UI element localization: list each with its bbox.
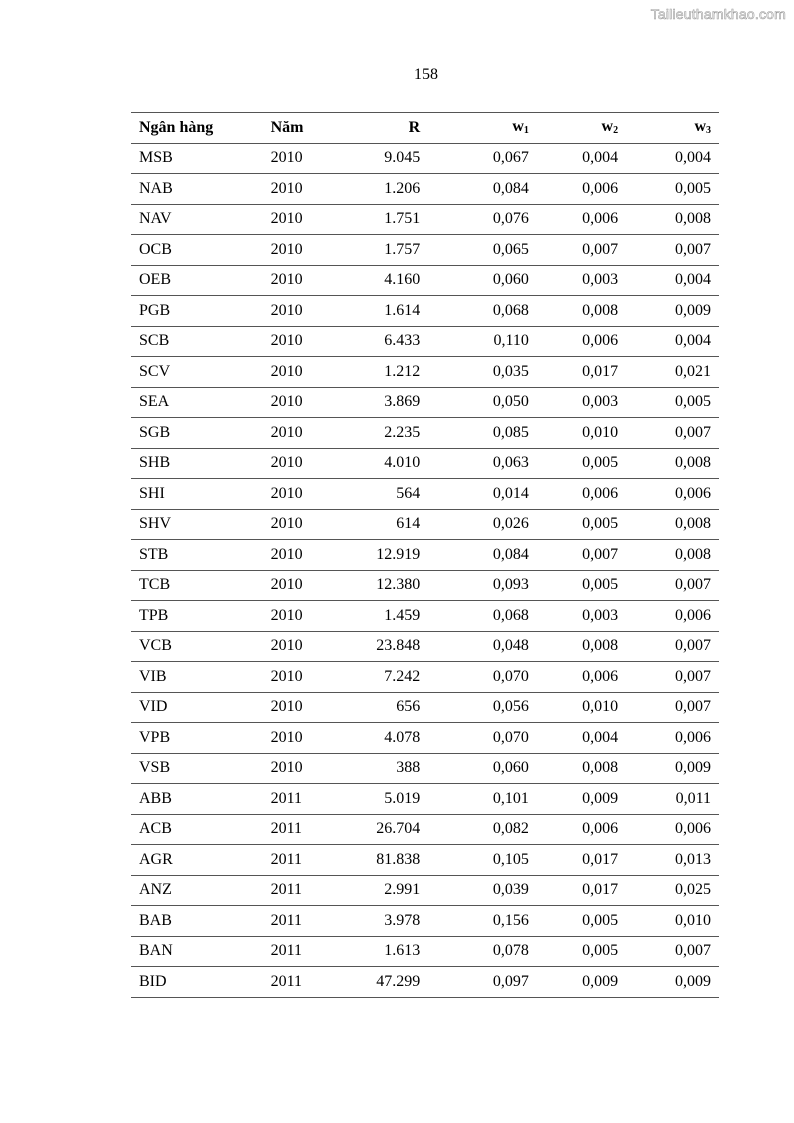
cell-r: 26.704 xyxy=(326,814,429,845)
cell-bank: STB xyxy=(131,540,255,571)
cell-w2: 0,017 xyxy=(537,875,626,906)
cell-year: 2010 xyxy=(255,631,326,662)
column-header-r: R xyxy=(326,113,429,144)
cell-r: 388 xyxy=(326,753,429,784)
cell-w3: 0,007 xyxy=(626,662,719,693)
cell-w1: 0,050 xyxy=(428,387,537,418)
cell-w1: 0,063 xyxy=(428,448,537,479)
cell-year: 2010 xyxy=(255,174,326,205)
cell-w3: 0,007 xyxy=(626,631,719,662)
column-header-w2-subscript: 2 xyxy=(613,125,619,137)
cell-bank: NAB xyxy=(131,174,255,205)
cell-r: 614 xyxy=(326,509,429,540)
cell-year: 2010 xyxy=(255,723,326,754)
cell-year: 2010 xyxy=(255,448,326,479)
cell-r: 5.019 xyxy=(326,784,429,815)
cell-r: 2.991 xyxy=(326,875,429,906)
cell-w3: 0,005 xyxy=(626,387,719,418)
cell-r: 23.848 xyxy=(326,631,429,662)
cell-year: 2011 xyxy=(255,814,326,845)
table-row xyxy=(131,509,719,540)
column-header-w1-base: w xyxy=(512,118,524,136)
cell-w2: 0,006 xyxy=(537,662,626,693)
cell-w3: 0,008 xyxy=(626,204,719,235)
cell-w2: 0,005 xyxy=(537,570,626,601)
cell-w1: 0,084 xyxy=(428,540,537,571)
cell-r: 2.235 xyxy=(326,418,429,449)
cell-w1: 0,097 xyxy=(428,967,537,998)
cell-year: 2010 xyxy=(255,479,326,510)
cell-bank: VCB xyxy=(131,631,255,662)
cell-year: 2010 xyxy=(255,326,326,357)
table-row xyxy=(131,204,719,235)
cell-year: 2010 xyxy=(255,418,326,449)
cell-w3: 0,007 xyxy=(626,692,719,723)
cell-w3: 0,006 xyxy=(626,479,719,510)
cell-w2: 0,008 xyxy=(537,631,626,662)
cell-year: 2010 xyxy=(255,296,326,327)
table-row xyxy=(131,845,719,876)
cell-year: 2011 xyxy=(255,784,326,815)
column-header-w2 xyxy=(537,113,626,144)
table-row xyxy=(131,387,719,418)
cell-w1: 0,084 xyxy=(428,174,537,205)
cell-w1: 0,035 xyxy=(428,357,537,388)
cell-w2: 0,017 xyxy=(537,845,626,876)
cell-bank: SGB xyxy=(131,418,255,449)
cell-w3: 0,010 xyxy=(626,906,719,937)
column-header-bank: Ngân hàng xyxy=(131,113,255,144)
cell-r: 1.206 xyxy=(326,174,429,205)
cell-bank: TPB xyxy=(131,601,255,632)
table-row xyxy=(131,662,719,693)
cell-w3: 0,005 xyxy=(626,174,719,205)
cell-year: 2010 xyxy=(255,357,326,388)
cell-r: 81.838 xyxy=(326,845,429,876)
cell-w1: 0,082 xyxy=(428,814,537,845)
cell-w2: 0,009 xyxy=(537,784,626,815)
cell-w2: 0,003 xyxy=(537,387,626,418)
table-row xyxy=(131,784,719,815)
cell-w3: 0,004 xyxy=(626,265,719,296)
cell-year: 2010 xyxy=(255,692,326,723)
cell-r: 1.613 xyxy=(326,936,429,967)
cell-w1: 0,105 xyxy=(428,845,537,876)
cell-bank: SHV xyxy=(131,509,255,540)
cell-w1: 0,068 xyxy=(428,601,537,632)
column-header-w1-subscript: 1 xyxy=(523,125,529,137)
cell-year: 2011 xyxy=(255,845,326,876)
table-row xyxy=(131,296,719,327)
cell-r: 9.045 xyxy=(326,143,429,174)
column-header-w1 xyxy=(428,113,537,144)
page-number: 158 xyxy=(414,66,438,83)
cell-bank: PGB xyxy=(131,296,255,327)
table-row xyxy=(131,723,719,754)
cell-w2: 0,006 xyxy=(537,174,626,205)
cell-r: 564 xyxy=(326,479,429,510)
table-body xyxy=(131,143,719,997)
cell-w2: 0,003 xyxy=(537,265,626,296)
cell-bank: VIB xyxy=(131,662,255,693)
cell-r: 4.078 xyxy=(326,723,429,754)
table-row xyxy=(131,936,719,967)
cell-w3: 0,009 xyxy=(626,753,719,784)
cell-bank: OEB xyxy=(131,265,255,296)
cell-w3: 0,009 xyxy=(626,967,719,998)
cell-w3: 0,008 xyxy=(626,540,719,571)
bank-data-table xyxy=(131,112,719,998)
cell-w1: 0,068 xyxy=(428,296,537,327)
cell-w3: 0,025 xyxy=(626,875,719,906)
cell-w2: 0,005 xyxy=(537,509,626,540)
cell-year: 2011 xyxy=(255,936,326,967)
cell-w1: 0,067 xyxy=(428,143,537,174)
cell-w1: 0,056 xyxy=(428,692,537,723)
cell-w1: 0,014 xyxy=(428,479,537,510)
cell-r: 656 xyxy=(326,692,429,723)
cell-r: 3.869 xyxy=(326,387,429,418)
column-header-year: Năm xyxy=(255,113,326,144)
table-row xyxy=(131,174,719,205)
cell-w3: 0,007 xyxy=(626,570,719,601)
cell-bank: VSB xyxy=(131,753,255,784)
cell-year: 2010 xyxy=(255,662,326,693)
cell-bank: SEA xyxy=(131,387,255,418)
cell-w2: 0,017 xyxy=(537,357,626,388)
table-row xyxy=(131,967,719,998)
cell-w2: 0,010 xyxy=(537,692,626,723)
table-row xyxy=(131,692,719,723)
cell-w2: 0,007 xyxy=(537,540,626,571)
cell-w2: 0,004 xyxy=(537,723,626,754)
cell-w2: 0,003 xyxy=(537,601,626,632)
cell-r: 1.751 xyxy=(326,204,429,235)
table-row xyxy=(131,265,719,296)
cell-bank: SHB xyxy=(131,448,255,479)
cell-w1: 0,076 xyxy=(428,204,537,235)
cell-w2: 0,006 xyxy=(537,814,626,845)
table-row xyxy=(131,448,719,479)
cell-year: 2011 xyxy=(255,906,326,937)
cell-year: 2010 xyxy=(255,509,326,540)
cell-bank: OCB xyxy=(131,235,255,266)
table-row xyxy=(131,357,719,388)
cell-w2: 0,004 xyxy=(537,143,626,174)
cell-r: 1.614 xyxy=(326,296,429,327)
cell-bank: SHI xyxy=(131,479,255,510)
cell-w1: 0,093 xyxy=(428,570,537,601)
cell-w1: 0,065 xyxy=(428,235,537,266)
cell-w3: 0,021 xyxy=(626,357,719,388)
cell-bank: VPB xyxy=(131,723,255,754)
cell-year: 2010 xyxy=(255,265,326,296)
cell-w3: 0,009 xyxy=(626,296,719,327)
cell-bank: VID xyxy=(131,692,255,723)
cell-w1: 0,110 xyxy=(428,326,537,357)
cell-bank: BAN xyxy=(131,936,255,967)
cell-w2: 0,009 xyxy=(537,967,626,998)
cell-year: 2010 xyxy=(255,753,326,784)
cell-r: 1.757 xyxy=(326,235,429,266)
cell-year: 2010 xyxy=(255,387,326,418)
cell-r: 47.299 xyxy=(326,967,429,998)
cell-w3: 0,004 xyxy=(626,326,719,357)
cell-r: 4.010 xyxy=(326,448,429,479)
table-row xyxy=(131,326,719,357)
cell-w1: 0,085 xyxy=(428,418,537,449)
cell-w3: 0,007 xyxy=(626,235,719,266)
cell-w3: 0,008 xyxy=(626,509,719,540)
cell-year: 2011 xyxy=(255,875,326,906)
cell-bank: ACB xyxy=(131,814,255,845)
cell-w1: 0,060 xyxy=(428,265,537,296)
cell-w1: 0,060 xyxy=(428,753,537,784)
cell-year: 2010 xyxy=(255,540,326,571)
cell-year: 2010 xyxy=(255,235,326,266)
table-row xyxy=(131,814,719,845)
table-row xyxy=(131,570,719,601)
cell-w2: 0,005 xyxy=(537,906,626,937)
cell-bank: ABB xyxy=(131,784,255,815)
cell-bank: SCV xyxy=(131,357,255,388)
cell-w3: 0,007 xyxy=(626,936,719,967)
header-row xyxy=(131,113,719,144)
table-row xyxy=(131,906,719,937)
cell-w1: 0,101 xyxy=(428,784,537,815)
cell-year: 2010 xyxy=(255,204,326,235)
table-row xyxy=(131,235,719,266)
cell-bank: BID xyxy=(131,967,255,998)
cell-w2: 0,006 xyxy=(537,204,626,235)
cell-w2: 0,006 xyxy=(537,479,626,510)
cell-year: 2010 xyxy=(255,570,326,601)
cell-w1: 0,039 xyxy=(428,875,537,906)
table-row xyxy=(131,631,719,662)
column-header-w2-base: w xyxy=(601,118,614,136)
watermark-text: Tailieuthamkhao.com xyxy=(650,6,786,22)
cell-bank: MSB xyxy=(131,143,255,174)
cell-w2: 0,008 xyxy=(537,296,626,327)
cell-w3: 0,004 xyxy=(626,143,719,174)
cell-w1: 0,026 xyxy=(428,509,537,540)
cell-r: 6.433 xyxy=(326,326,429,357)
cell-w3: 0,013 xyxy=(626,845,719,876)
column-header-w3-base: w xyxy=(694,118,706,136)
cell-r: 12.919 xyxy=(326,540,429,571)
cell-r: 1.459 xyxy=(326,601,429,632)
cell-w1: 0,070 xyxy=(428,662,537,693)
table-header xyxy=(131,113,719,144)
cell-year: 2010 xyxy=(255,601,326,632)
cell-w1: 0,078 xyxy=(428,936,537,967)
cell-bank: BAB xyxy=(131,906,255,937)
cell-bank: AGR xyxy=(131,845,255,876)
cell-w2: 0,008 xyxy=(537,753,626,784)
cell-w2: 0,006 xyxy=(537,326,626,357)
column-header-w3-subscript: 3 xyxy=(706,125,711,137)
cell-w1: 0,156 xyxy=(428,906,537,937)
cell-bank: ANZ xyxy=(131,875,255,906)
cell-w3: 0,006 xyxy=(626,723,719,754)
cell-r: 12.380 xyxy=(326,570,429,601)
cell-r: 7.242 xyxy=(326,662,429,693)
cell-r: 3.978 xyxy=(326,906,429,937)
table-row xyxy=(131,753,719,784)
table-row xyxy=(131,479,719,510)
cell-bank: TCB xyxy=(131,570,255,601)
cell-r: 4.160 xyxy=(326,265,429,296)
cell-w2: 0,005 xyxy=(537,936,626,967)
table-row xyxy=(131,418,719,449)
cell-w1: 0,048 xyxy=(428,631,537,662)
cell-w3: 0,011 xyxy=(626,784,719,815)
cell-w3: 0,006 xyxy=(626,601,719,632)
cell-bank: SCB xyxy=(131,326,255,357)
table-row xyxy=(131,601,719,632)
table-row xyxy=(131,540,719,571)
cell-w2: 0,010 xyxy=(537,418,626,449)
cell-w3: 0,008 xyxy=(626,448,719,479)
column-header-w3 xyxy=(626,113,719,144)
cell-year: 2010 xyxy=(255,143,326,174)
cell-year: 2011 xyxy=(255,967,326,998)
cell-w2: 0,007 xyxy=(537,235,626,266)
table-row xyxy=(131,875,719,906)
table-row xyxy=(131,143,719,174)
cell-w3: 0,007 xyxy=(626,418,719,449)
cell-w1: 0,070 xyxy=(428,723,537,754)
cell-r: 1.212 xyxy=(326,357,429,388)
cell-w3: 0,006 xyxy=(626,814,719,845)
cell-bank: NAV xyxy=(131,204,255,235)
cell-w2: 0,005 xyxy=(537,448,626,479)
